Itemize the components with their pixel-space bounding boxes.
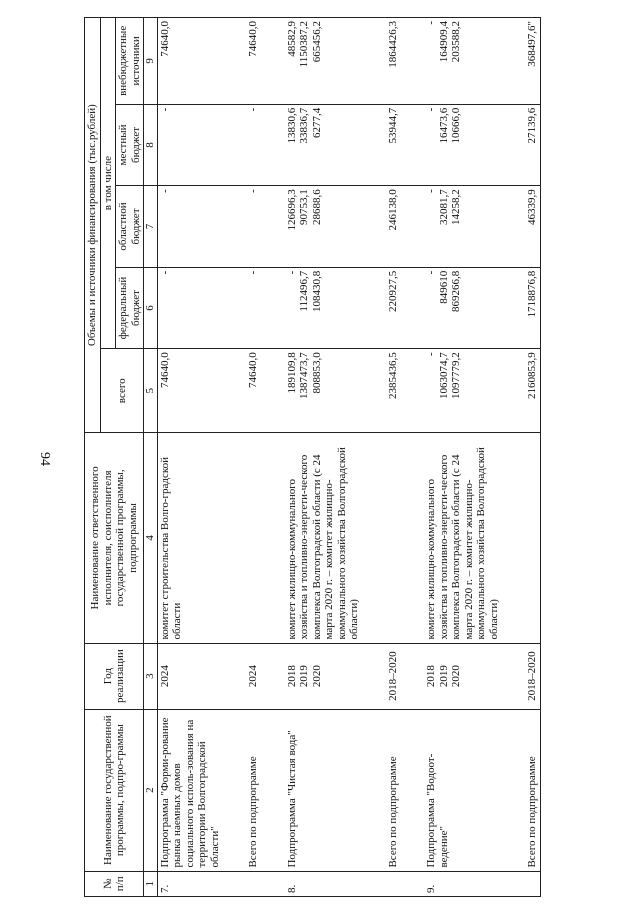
local-value-line: 6277,4 (310, 107, 323, 138)
spacer-cell (362, 18, 386, 105)
total-value (157, 349, 222, 433)
year (157, 643, 222, 709)
spacer-cell (222, 349, 246, 433)
spacer-cell (501, 871, 525, 896)
federal-value (525, 267, 540, 349)
spacer-cell (222, 871, 246, 896)
spacer-cell (400, 709, 424, 871)
extra-value (525, 18, 540, 105)
year-line: 2020 (450, 665, 462, 688)
spacer-cell (501, 186, 525, 268)
spacer-cell (501, 104, 525, 186)
federal-value-line: 220927,5 (386, 270, 399, 312)
local-value-line: 16473,6 (437, 107, 450, 144)
regional-value (525, 186, 540, 268)
table-row (424, 18, 501, 897)
federal-value-line: - (247, 270, 259, 275)
row-number: 7. (157, 871, 222, 896)
spacer-cell (222, 186, 246, 268)
local-value (525, 104, 540, 186)
extra-value-line: 1150387,2 (298, 21, 310, 68)
spacer-cell (261, 18, 285, 105)
spacer-cell (222, 643, 246, 709)
local-value-line: 53944,7 (386, 107, 399, 144)
spacer-cell (501, 709, 525, 871)
local-value-line: - (247, 107, 259, 112)
header-including: в том числе (100, 18, 116, 349)
program-name: Подпрограмма "Водоот-ведение" (424, 709, 501, 871)
year (424, 643, 501, 709)
row-number: 9. (424, 871, 501, 896)
spacer-cell (400, 267, 424, 349)
spacer-cell (400, 18, 424, 105)
spacer-cell (400, 349, 424, 433)
spacer-cell (261, 186, 285, 268)
total-value (386, 349, 401, 433)
year-line: 2018 (425, 665, 437, 688)
spacer-cell (362, 643, 386, 709)
spacer-cell (222, 104, 246, 186)
extra-value (386, 18, 401, 105)
federal-value-line: - (158, 270, 171, 275)
regional-value-line: - (158, 189, 171, 193)
row-number (386, 871, 401, 896)
col-number: 8 (144, 104, 158, 186)
spacer-cell (400, 186, 424, 268)
program-name: Подпрограмма "Чистая вода" (285, 709, 362, 871)
extra-value (424, 18, 501, 105)
federal-value-line: 849610 (437, 270, 450, 304)
col-number: 7 (144, 186, 158, 268)
spacer-cell (362, 267, 386, 349)
local-value (285, 104, 362, 186)
total-value (424, 349, 501, 433)
extra-value-line: 74640,0 (247, 21, 259, 57)
federal-value (386, 267, 401, 349)
spacer-cell (501, 433, 525, 643)
regional-value (157, 186, 222, 268)
regional-value-line: - (425, 189, 437, 193)
year-line: 2018 (285, 665, 298, 688)
program-name: Всего по подпрограмме (525, 709, 540, 871)
program-name: Всего по подпрограмме (386, 709, 401, 871)
year (246, 643, 261, 709)
local-value (246, 104, 261, 186)
table-row (246, 18, 261, 897)
spacer-cell (501, 349, 525, 433)
col-number: 5 (144, 349, 158, 433)
extra-value (157, 18, 222, 105)
table-row (525, 18, 540, 897)
regional-value-line: 126696,3 (285, 189, 298, 231)
extra-value-line: 1864426,3 (386, 21, 399, 68)
regional-value-line: 32081,7 (437, 189, 450, 225)
extra-value-line: 665456,2 (310, 21, 323, 63)
local-value-line: - (158, 107, 171, 112)
spacer-cell (222, 267, 246, 349)
col-number: 9 (144, 18, 158, 105)
spacer-cell (222, 433, 246, 643)
spacer-cell (362, 186, 386, 268)
local-value-line: 13830,6 (285, 107, 298, 144)
table-row (386, 18, 401, 897)
federal-value-line: 108430,8 (310, 270, 323, 312)
regional-value (285, 186, 362, 268)
local-value-line: 27139,6 (526, 107, 538, 144)
executor (246, 433, 261, 643)
spacer-cell (501, 18, 525, 105)
header-regional: областной бюджет (116, 186, 144, 268)
spacer-cell (400, 643, 424, 709)
year-line: 2018–2020 (526, 651, 538, 701)
col-number: 1 (144, 871, 158, 896)
regional-value-line: 14258,2 (450, 189, 462, 225)
executor: комитет жилищно-коммунального хозяйства и топливно-энергети-ческого комплекса Волгоградской области (с 24 марта 2020 г. – комитет жилищно-коммунального хозяйства Волгоградской области) (285, 433, 362, 643)
regional-value (424, 186, 501, 268)
regional-value (386, 186, 401, 268)
total-value (525, 349, 540, 433)
total-value-line: 2160853,9 (526, 352, 538, 400)
table-row (157, 18, 222, 897)
spacer-cell (261, 433, 285, 643)
total-value-line: 74640,0 (247, 352, 259, 389)
spacer-cell (261, 349, 285, 433)
financing-table (84, 17, 541, 897)
header-executor: Наименование ответственного исполнителя, соисполнителя государственной программы, подпрограммы (85, 433, 144, 643)
year (386, 643, 401, 709)
col-number: 2 (144, 709, 158, 871)
total-value-line: 2385436,5 (386, 352, 399, 400)
total-value-line: 189109,8 (285, 352, 298, 394)
spacer-cell (222, 18, 246, 105)
total-value-line: 808853,0 (310, 352, 323, 394)
header-local: местный бюджет (116, 104, 144, 186)
local-value (157, 104, 222, 186)
year-line: 2024 (158, 665, 171, 688)
row-number (246, 871, 261, 896)
federal-value (424, 267, 501, 349)
federal-value-line: - (285, 270, 298, 275)
spacer-cell (501, 643, 525, 709)
total-value (246, 349, 261, 433)
spacer-row (400, 18, 424, 897)
spacer-cell (261, 709, 285, 871)
spacer-row (362, 18, 386, 897)
extra-value-line: 74640,0 (158, 21, 171, 57)
local-value-line: 33836,7 (298, 107, 310, 144)
year (525, 643, 540, 709)
spacer-cell (261, 267, 285, 349)
extra-value-line: 368497,6" (526, 21, 538, 67)
row-number: 8. (285, 871, 362, 896)
spacer-cell (362, 104, 386, 186)
extra-value-line: 164909,4 (437, 21, 450, 63)
federal-value (246, 267, 261, 349)
extra-value-line: 48582,9 (285, 21, 298, 57)
year-line: 2018–2020 (386, 651, 399, 701)
header-total: всего (100, 349, 144, 433)
spacer-cell (362, 433, 386, 643)
year-line: 2019 (437, 665, 450, 688)
federal-value-line: 112496,7 (298, 270, 310, 312)
federal-value (285, 267, 362, 349)
regional-value (246, 186, 261, 268)
extra-value (285, 18, 362, 105)
total-value-line: 74640,0 (158, 352, 171, 389)
table-row (285, 18, 362, 897)
header-name: Наименование государственной программы, подпро-граммы (85, 709, 144, 871)
regional-value-line: - (247, 189, 259, 193)
local-value-line: - (425, 107, 437, 112)
spacer-row (501, 18, 525, 897)
program-name: Всего по подпрограмме (246, 709, 261, 871)
header-federal: федеральный бюджет (116, 267, 144, 349)
header-extra: внебюджетные источники (116, 18, 144, 105)
header-year: Год реализации (85, 643, 144, 709)
spacer-cell (261, 871, 285, 896)
page-number: 94 (37, 452, 52, 466)
regional-value-line: 28688,6 (310, 189, 323, 225)
regional-value-line: 246138,0 (386, 189, 399, 231)
spacer-cell (362, 349, 386, 433)
total-value-line: 1063074,7 (437, 352, 450, 400)
executor: комитет жилищно-коммунального хозяйства и топливно-энергети-ческого комплекса Волгоградской области (с 24 марта 2020 г. – комитет жилищно-коммунального хозяйства Волгоградской области) (424, 433, 501, 643)
executor (386, 433, 401, 643)
spacer-row (222, 18, 246, 897)
executor (525, 433, 540, 643)
local-value (386, 104, 401, 186)
regional-value-line: 46339,9 (526, 189, 538, 225)
spacer-cell (400, 871, 424, 896)
spacer-cell (261, 104, 285, 186)
local-value (424, 104, 501, 186)
total-value-line: 1097779,2 (450, 352, 462, 400)
header-num: № п/п (85, 871, 144, 896)
col-number: 6 (144, 267, 158, 349)
row-number (525, 871, 540, 896)
total-value-line: - (425, 352, 437, 356)
column-numbers-row (144, 18, 158, 897)
year-line: 2019 (298, 665, 310, 688)
spacer-cell (400, 433, 424, 643)
spacer-cell (362, 871, 386, 896)
program-name: Подпрограмма "Форми-рование рынка наемных домов социального исполь-зования на территории Волгоградской области" (157, 709, 222, 871)
spacer-cell (501, 267, 525, 349)
federal-value-line: 869266,8 (450, 270, 462, 312)
federal-value (157, 267, 222, 349)
local-value-line: 10666,0 (450, 107, 462, 144)
extra-value-line: - (425, 21, 437, 25)
col-number: 4 (144, 433, 158, 643)
federal-value-line: - (425, 270, 437, 275)
executor: комитет строительства Волго-градской области (157, 433, 222, 643)
spacer-cell (261, 643, 285, 709)
federal-value-line: 1718876,8 (526, 270, 538, 318)
extra-value (246, 18, 261, 105)
col-number: 3 (144, 643, 158, 709)
year (285, 643, 362, 709)
extra-value-line: 203588,2 (450, 21, 462, 63)
spacer-cell (400, 104, 424, 186)
spacer-cell (222, 709, 246, 871)
spacer-row (261, 18, 285, 897)
spacer-cell (362, 709, 386, 871)
regional-value-line: 90753,1 (298, 189, 310, 225)
total-value-line: 1387473,7 (298, 352, 310, 400)
total-value (285, 349, 362, 433)
year-line: 2024 (247, 665, 259, 688)
header-funding: Объемы и источники финансирования (тыс.рублей) (85, 18, 101, 433)
year-line: 2020 (310, 665, 323, 688)
table-body (157, 18, 540, 897)
